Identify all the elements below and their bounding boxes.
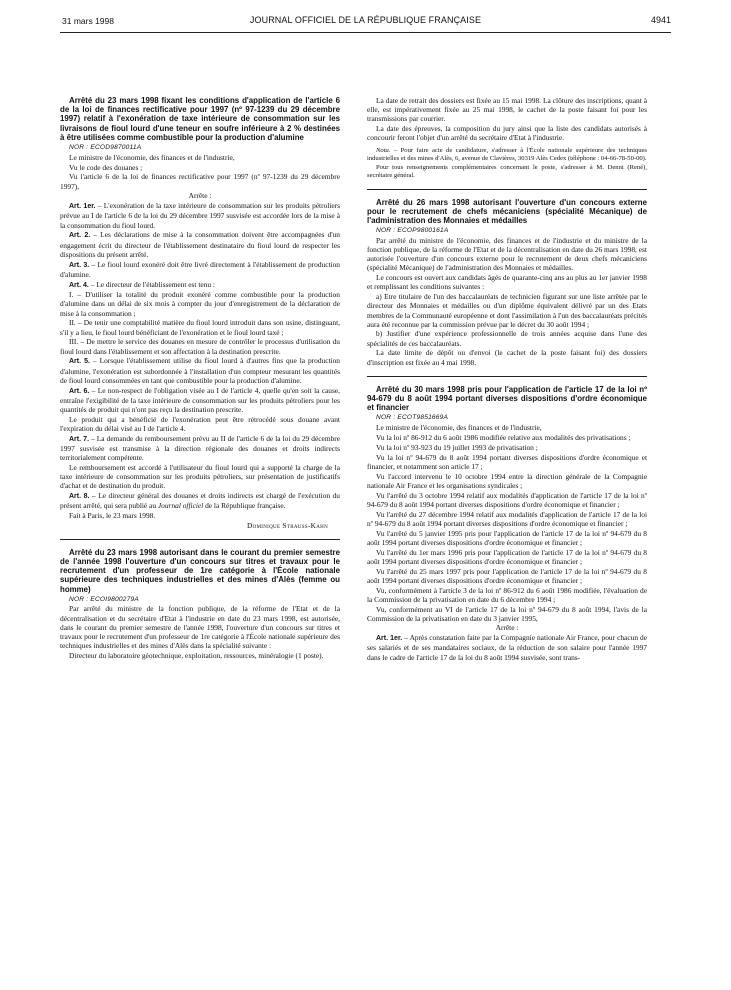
nor-reference: NOR : ECOP9800161A (376, 227, 449, 235)
paragraph: III. – De mettre le service des douanes en mesure de contrôler le processus d'utilisation du fioul lourd dans l'établissement et son affectation à la destination prescrite. (60, 337, 340, 356)
paragraph: La date limite de dépôt ou d'envoi (le cachet de la poste faisant foi) des dossiers d'inscription est fixée au 4 mai 1998. (367, 348, 647, 367)
paragraph: Le ministre de l'économie, des finances et de l'industrie, (376, 422, 542, 432)
paragraph: Vu l'arrêté du 3 octobre 1994 relatif aux modalités d'application de l'article 17 de la loi nº 94-679 du 8 août 1994 portant diverses dispositions d'ordre économique et financier ; (367, 490, 647, 509)
article: Art. 6. – Le non-respect de l'obligation visée au I de l'article 4, quelle qu'en soit la cause, entraîne l'exigibilité de la taxe intérieure de consommation sur les produits pétroliers pour les quantités de produit qui n'ont pas reçu la destination prescrite. (60, 385, 340, 414)
divider (60, 539, 340, 540)
paragraph: Vu la loi nº 93-923 du 19 juillet 1993 de privatisation ; (376, 442, 538, 452)
paragraph: Vu la loi nº 94-679 du 8 août 1994 portant diverses dispositions d'ordre économique et financier, et notamment son article 17 ; (367, 452, 647, 471)
paragraph: a) Etre titulaire de l'un des baccalauréats de technicien figurant sur une liste arrêtée par le directeur des Monnaies et médailles ou d'un diplôme équivalent délivré par un des Etats membres de la Communauté européenne et dont l'assimilation à l'un des baccalauréats précités aura été reconnue par la commission prévue par le décret du 30 août 1994 ; (367, 292, 647, 329)
nor-reference: NOR : ECOT9851669A (376, 414, 449, 422)
paragraph: Vu, conformément au VI de l'article 17 de la loi nº 94-679 du 8 août 1994, l'avis de la Commission de la privatisation en date du 3 janvier 1995, (367, 604, 647, 623)
right-column (367, 96, 647, 986)
article: Art. 5. – Lorsque l'établissement utilise du fioul lourd à d'autres fins que la production d'alumine, l'exonération est subordonnée à l'installation d'un compteur mesurant les quantités de fioul lourd consommées en tant que combustible pour la production d'alumine. (60, 356, 340, 385)
article: Art. 4. – Le directeur de l'établissement est tenu : (69, 279, 215, 289)
paragraph: Vu l'article 6 de la loi de finances rectificative pour 1997 (nº 97-1239 du 29 décembre 1997), (60, 172, 340, 191)
decree-title: Arrêté du 23 mars 1998 autorisant dans le courant du premier semestre de l'année 1998 l'ouverture d'un concours sur titres et travaux pour le recrutement d'un professeur de 1re catégorie à l'École nationale supérieure des techniques industrielles et des mines d'Alès (femme ou homme) (60, 547, 340, 594)
note: Nota. – Pour faire acte de candidature, s'adresser à l'École nationale supérieure des techniques industrielles et des mines d'Alès, 6, avenue de Clavières, 30319 Alès Cedex (téléphone : 04-66-78-50-00). (367, 147, 647, 163)
decree-title: Arrêté du 30 mars 1998 pris pour l'application de l'article 17 de la loi nº 94-679 du 8 août 1994 portant diverses dispositions d'ordre économique et financier (367, 384, 647, 413)
article: Art. 2. – Les déclarations de mise à la consommation doivent être accompagnées d'un engagement écrit du directeur de l'établissement destinataire du fioul lourd de respecter les dispositions du présent arrêté. (60, 230, 340, 259)
decree-title: Arrêté du 23 mars 1998 fixant les conditions d'application de l'article 6 de la loi de finances rectificative pour 1997 (nº 97-1239 du 29 décembre 1997) relatif à l'exonération de taxe intérieure de consommation sur les livraisons de fioul lourd d'une teneur en soufre inférieure à 2 % destinées à être utilisées comme combustible pour la production d'alumine (60, 96, 340, 142)
article: Art. 7. – La demande du remboursement prévu au II de l'article 6 de la loi du 29 décembre 1997 susvisée est transmise à la direction régionale des douanes et droits indirects territorialement compétente. (60, 433, 340, 462)
header-date: 31 mars 1998 (62, 16, 114, 26)
journal-title: JOURNAL OFFICIEL DE LA RÉPUBLIQUE FRANÇAISE (249, 15, 482, 25)
article: Art. 1er. – L'exonération de la taxe intérieure de consommation sur les produits pétroliers prévue au I de l'article 6 de la loi du 29 décembre 1997 susvisée est accordée lors de la mise à la consommation du fioul lourd. (60, 201, 340, 230)
arrete-label: Arrête : (188, 191, 212, 201)
paragraph: Vu, conformément à l'article 3 de la loi nº 86-912 du 6 août 1986 modifiée, l'évaluation de la Commission de la privatisation en date du 6 décembre 1994 ; (367, 585, 647, 604)
divider (367, 376, 647, 377)
header-rule (60, 32, 671, 33)
paragraph: Vu l'arrêté du 27 décembre 1994 relatif aux modalités d'application de l'article 17 de la loi nº 94-679 du 8 août 1994 portant diverses dispositions d'ordre économique et financier ; (367, 509, 647, 528)
page-number: 4941 (650, 15, 671, 25)
paragraph: Vu le code des douanes ; (69, 162, 143, 172)
paragraph: La date des épreuves, la composition du jury ainsi que la liste des candidats autorisés à concourir feront l'objet d'un arrêté du secrétaire d'Etat à l'industrie. (367, 124, 647, 143)
paragraph: La date de retrait des dossiers est fixée au 15 mai 1998. La clôture des inscriptions, quant à elle, est impérativement fixée au 25 mai 1998, le cachet de la poste faisant foi pour les transmissions par courrier. (367, 96, 647, 124)
paragraph: Vu l'arrêté du 5 janvier 1995 pris pour l'application de l'article 17 de la loi nº 94-679 du 8 août 1994 portant diverses dispositions d'ordre économique et financier ; (367, 528, 647, 547)
paragraph: Par arrêté du ministre de la fonction publique, de la réforme de l'Etat et de la décentralisation et du secrétaire d'Etat à l'industrie en date du 23 mars 1998, est autorisée, dans le courant du premier semestre de l'année 1998, l'ouverture d'un concours sur titres et travaux pour le recrutement d'un professeur de 1re catégorie à l'École nationale supérieure des techniques industrielles et des mines d'Alès dans la spécialité suivante : (60, 604, 340, 650)
divider (367, 189, 647, 190)
arrete-label: Arrête : (495, 623, 519, 633)
paragraph: Vu l'arrêté du 1er mars 1996 pris pour l'application de l'article 17 de la loi nº 94-679 du 8 août 1994 portant diverses dispositions d'ordre économique et financier ; (367, 547, 647, 566)
paragraph: b) Justifier d'une expérience professionnelle de trois années acquise dans l'une des spécialités de ces baccalauréats. (367, 329, 647, 348)
decree-title: Arrêté du 26 mars 1998 autorisant l'ouverture d'un concours externe pour le recrutement de chefs mécaniciens (spécialité Mécanique) de l'administration des Monnaies et médailles (367, 197, 647, 226)
paragraph: Fait à Paris, le 23 mars 1998. (69, 510, 156, 520)
paragraph: I. – D'utiliser la totalité du produit exonéré comme combustible pour la production d'alumine dans un délai de six mois à compter du jour d'enregistrement de la déclaration de mise à la consommation ; (60, 290, 340, 318)
nor-reference: NOR : ECOD9870011A (69, 143, 142, 151)
left-column (60, 96, 340, 986)
page-header (0, 0, 731, 32)
paragraph: Le remboursement est accordé à l'utilisateur du fioul lourd qui a supporté la charge de la taxe intérieure de consommation sur les produits pétroliers, sur présentation de justificatifs d'achat et de destination du produit. (60, 462, 340, 490)
signature: Dominique Strauss-Kahn (247, 520, 328, 530)
paragraph: II. – De tenir une comptabilité matière du fioul lourd introduit dans son usine, distinguant, s'il y a lieu, le fioul lourd bénéficiant de l'exonération et le fioul lourd taxé ; (60, 318, 340, 337)
paragraph: Le produit qui a bénéficié de l'exonération peut être rétrocédé sous douane avant l'expiration du délai visé au I de l'article 4. (60, 414, 340, 433)
paragraph: Directeur du laboratoire géotechnique, exploitation, ressources, minéralogie (1 poste). (69, 650, 324, 660)
nor-reference: NOR : ECOI9800279A (69, 595, 139, 603)
paragraph: Vu l'arrêté du 25 mars 1997 pris pour l'application de l'article 17 de la loi nº 94-679 du 8 août 1994 portant diverses dispositions d'ordre économique et financier ; (367, 566, 647, 585)
paragraph: Le ministre de l'économie, des finances et de l'industrie, (69, 152, 235, 162)
paragraph: Par arrêté du ministre de l'économie, des finances et de l'industrie et du ministre de la fonction publique, de la réforme de l'Etat et de la décentralisation en date du 26 mars 1998, est autorisée l'ouverture d'un concours externe pour le recrutement de deux chefs mécaniciens (spécialité Mécanique) de l'administration des Monnaies et médailles. (367, 236, 647, 273)
paragraph: Le concours est ouvert aux candidats âgés de quarante-cinq ans au plus au 1er janvier 1998 et remplissant les conditions suivantes : (367, 273, 647, 292)
paragraph: Vu la loi nº 86-912 du 6 août 1986 modifiée relative aux modalités des privatisations ; (376, 432, 631, 442)
article: Art. 1er. – Après constatation faite par la Compagnie nationale Air France, pour chacun de ses salariés et de ses mandataires sociaux, de la réduction de son salaire pour l'année 1997 dans le cadre de l'article 17 de la loi du 8 août 1994 susvisée, sont trans- (367, 633, 647, 662)
paragraph: Vu l'accord intervenu le 10 octobre 1994 entre la direction générale de la Compagnie nationale Air France et les organisations syndicales ; (367, 471, 647, 490)
note: Pour tous renseignements complémentaires concernant le poste, s'adresser à M. Denni (René), secrétaire général. (367, 163, 647, 179)
article: Art. 8. – Le directeur général des douanes et droits indirects est chargé de l'exécution du présent arrêté, qui sera publié au Journal officiel de la République française. (60, 490, 340, 510)
article: Art. 3. – Le fioul lourd exonéré doit être livré directement à l'établissement de production d'alumine. (60, 259, 340, 279)
